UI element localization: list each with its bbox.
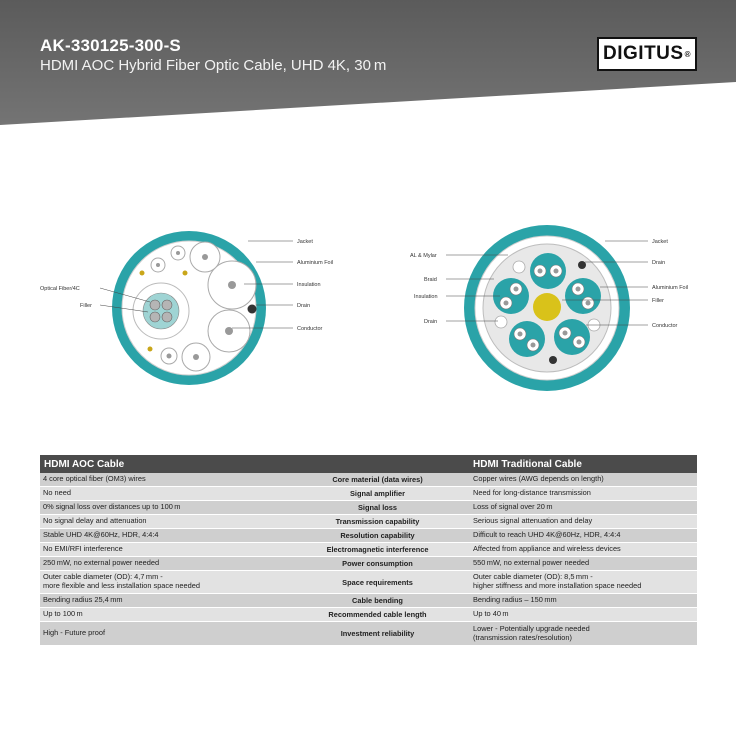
left-small-wire-3-core bbox=[167, 354, 172, 359]
left-optical-core bbox=[143, 293, 179, 329]
cell-feature: Investment reliability bbox=[340, 629, 415, 638]
cell-traditional: Copper wires (AWG depends on length) bbox=[473, 474, 604, 484]
cell-aoc: 4 core optical fiber (OM3) wires bbox=[43, 474, 146, 484]
cell-feature: Transmission capability bbox=[335, 517, 420, 526]
header-traditional: HDMI Traditional Cable bbox=[473, 459, 582, 470]
cell-feature: Core material (data wires) bbox=[332, 475, 423, 484]
table-row bbox=[40, 501, 697, 515]
cable-cross-section-diagram bbox=[0, 210, 736, 410]
fiber-1 bbox=[150, 300, 160, 310]
table-header bbox=[40, 455, 697, 473]
label-aluminium-foil-right: Aluminium Foil bbox=[652, 285, 689, 291]
fiber-2 bbox=[162, 300, 172, 310]
cell-aoc: 250 mW, no external power needed bbox=[43, 558, 160, 568]
cell-traditional: Bending radius – 150 mm bbox=[473, 595, 557, 605]
left-small-wire-2-core bbox=[156, 263, 160, 267]
cell-traditional: Serious signal attenuation and delay bbox=[473, 516, 593, 526]
aoc-cable-cross-section bbox=[100, 231, 293, 385]
left-wire-large-bottom-core bbox=[225, 327, 233, 335]
left-wire-bottom-core bbox=[193, 354, 199, 360]
cell-feature: Cable bending bbox=[352, 596, 403, 605]
cell-aoc: Bending radius 25,4 mm bbox=[43, 595, 123, 605]
left-drain bbox=[248, 305, 257, 314]
right-drain-1 bbox=[578, 261, 586, 269]
table-row bbox=[40, 571, 697, 594]
label-drain-right-left: Drain bbox=[424, 319, 438, 325]
right-small-wire-3 bbox=[495, 316, 507, 328]
cell-feature: Power consumption bbox=[342, 559, 413, 568]
cell-aoc: 0% signal loss over distances up to 100 m bbox=[43, 502, 181, 512]
label-optical-fiber: Optical Fiber/4C bbox=[40, 286, 80, 292]
label-braid: Braid bbox=[424, 277, 437, 283]
table-row bbox=[40, 557, 697, 571]
label-aluminium-foil-left: Aluminium Foil bbox=[297, 260, 334, 266]
label-filler-right: Filler bbox=[652, 298, 664, 304]
cell-aoc: High - Future proof bbox=[43, 628, 106, 638]
traditional-cable-cross-section bbox=[446, 225, 648, 391]
cell-traditional: Need for long-distance transmission bbox=[473, 488, 591, 498]
cell-aoc: No EMI/RFI interference bbox=[43, 544, 123, 554]
cell-traditional: Affected from appliance and wireless devices bbox=[473, 544, 621, 554]
cell-aoc: Up to 100 m bbox=[43, 609, 83, 619]
cell-feature: Signal amplifier bbox=[349, 489, 406, 498]
cell-feature: Resolution capability bbox=[340, 531, 415, 540]
label-insulation-left: Insulation bbox=[297, 282, 321, 288]
product-model: AK-330125-300-S bbox=[40, 36, 181, 55]
left-filler-2 bbox=[140, 271, 145, 276]
table-row bbox=[40, 515, 697, 529]
label-conductor-right: Conductor bbox=[652, 323, 678, 329]
cell-feature: Space requirements bbox=[342, 577, 413, 587]
cell-feature: Recommended cable length bbox=[328, 610, 427, 619]
fiber-4 bbox=[162, 312, 172, 322]
right-drain-2 bbox=[549, 356, 557, 364]
table-row bbox=[40, 529, 697, 543]
cell-aoc: Outer cable diameter (OD): 4,7 mm - more flexible and less installation space needed bbox=[43, 572, 200, 590]
cell-feature: Signal loss bbox=[357, 503, 398, 512]
table-row bbox=[40, 473, 697, 487]
label-jacket-left: Jacket bbox=[297, 239, 313, 245]
left-filler-1 bbox=[183, 271, 188, 276]
table-row bbox=[40, 622, 697, 646]
cell-aoc: Stable UHD 4K@60Hz, HDR, 4:4:4 bbox=[43, 530, 159, 540]
cell-feature: Electromagnetic interference bbox=[326, 545, 429, 554]
fiber-3 bbox=[150, 312, 160, 322]
label-conductor-left: Conductor bbox=[297, 326, 323, 332]
cell-traditional: Loss of signal over 20 m bbox=[473, 502, 553, 512]
registered-mark: ® bbox=[684, 49, 691, 59]
table-row bbox=[40, 608, 697, 622]
left-filler-3 bbox=[148, 347, 153, 352]
comparison-table bbox=[40, 455, 697, 646]
table-row bbox=[40, 594, 697, 608]
cell-aoc: No signal delay and attenuation bbox=[43, 516, 147, 526]
right-small-wire-1 bbox=[513, 261, 525, 273]
label-insulation-right: Insulation bbox=[414, 294, 438, 300]
table-row bbox=[40, 487, 697, 501]
header-aoc: HDMI AOC Cable bbox=[44, 459, 125, 470]
cell-traditional: Outer cable diameter (OD): 8,5 mm - higher stiffness and more installation space needed bbox=[473, 572, 642, 590]
cell-aoc: No need bbox=[43, 488, 71, 498]
cell-traditional: Difficult to reach UHD 4K@60Hz, HDR, 4:4:4 bbox=[473, 530, 621, 540]
label-al-mylar: AL & Mylar bbox=[410, 253, 437, 259]
left-wire-top-core bbox=[202, 254, 208, 260]
left-small-wire-1-core bbox=[176, 251, 180, 255]
label-drain-right: Drain bbox=[652, 260, 666, 266]
table-body bbox=[40, 473, 697, 646]
product-subtitle: HDMI AOC Hybrid Fiber Optic Cable, UHD 4K, 30 m bbox=[40, 57, 387, 74]
label-jacket-right: Jacket bbox=[652, 239, 668, 245]
cell-traditional: Up to 40 m bbox=[473, 609, 509, 619]
label-drain-left: Drain bbox=[297, 303, 311, 309]
cell-traditional: Lower - Potentially upgrade needed (transmission rates/resolution) bbox=[473, 623, 590, 642]
left-wire-large-top-core bbox=[228, 281, 236, 289]
label-filler-left: Filler bbox=[80, 303, 92, 309]
table-row bbox=[40, 543, 697, 557]
brand-logo-text: DIGITUS bbox=[603, 43, 684, 64]
cell-traditional: 550 mW, no external power needed bbox=[473, 558, 590, 568]
right-filler bbox=[533, 293, 561, 321]
brand-logo bbox=[597, 37, 697, 71]
